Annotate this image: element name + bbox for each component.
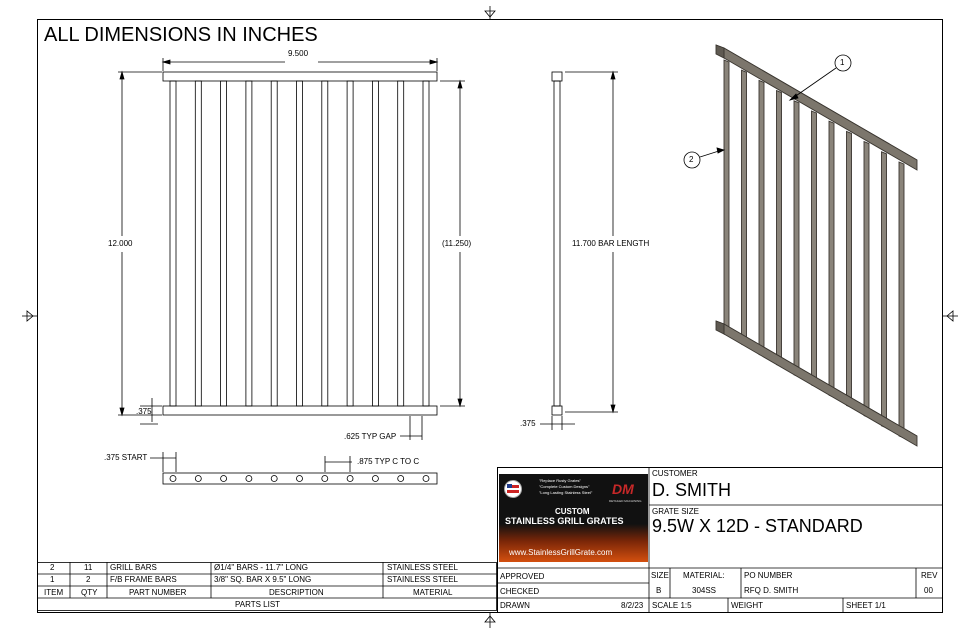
- material-label: MATERIAL:: [683, 571, 725, 580]
- company-logo: [499, 474, 648, 562]
- header-part-number: PART NUMBER: [129, 588, 187, 597]
- logo-url: www.StainlessGrillGrate.com: [509, 548, 613, 557]
- logo-mark-sub: DETAILED MACHINING: [609, 499, 642, 503]
- us-flag-seal-icon: [504, 480, 522, 498]
- header-description: DESCRIPTION: [269, 588, 324, 597]
- row-qty: 11: [84, 563, 93, 572]
- dim-height: 12.000: [108, 239, 133, 248]
- row-material: STAINLESS STEEL: [387, 563, 458, 572]
- dim-bar-start: .375: [136, 407, 152, 416]
- customer-label: CUSTOMER: [652, 469, 698, 478]
- parts-list-title: PARTS LIST: [235, 600, 281, 609]
- dim-start: .375 START: [104, 453, 148, 462]
- row-part-number: GRILL BARS: [110, 563, 157, 572]
- drawn-label: DRAWN: [500, 601, 530, 610]
- parts-list: [37, 562, 497, 611]
- balloon-2-label: 2: [689, 155, 694, 164]
- material-value: 304SS: [692, 586, 717, 595]
- row-part-number: F/B FRAME BARS: [110, 575, 177, 584]
- logo-line1: CUSTOM: [555, 507, 590, 516]
- scale-value: SCALE 1:5: [652, 601, 692, 610]
- checked-label: CHECKED: [500, 587, 540, 596]
- po-value: RFQ D. SMITH: [744, 586, 799, 595]
- size-value: B: [656, 586, 662, 595]
- drawing-title: ALL DIMENSIONS IN INCHES: [44, 24, 318, 46]
- dim-width: 9.500: [288, 49, 309, 58]
- dim-bar-length: 11.700 BAR LENGTH: [572, 239, 650, 248]
- balloon-1-label: 1: [840, 58, 845, 67]
- logo-tagline-3: "Long Lasting Stainless Steel": [539, 490, 593, 495]
- row-description: Ø1/4" BARS - 11.7" LONG: [214, 563, 309, 572]
- row-item: 1: [50, 575, 55, 584]
- approved-label: APPROVED: [500, 572, 545, 581]
- weight-label: WEIGHT: [731, 601, 763, 610]
- logo-tagline-1: "Replace Rusty Grates": [539, 478, 581, 483]
- grate-size: 9.5W X 12D - STANDARD: [652, 516, 863, 536]
- logo-tagline-2: "Complete Custom Designs": [539, 484, 590, 489]
- row-material: STAINLESS STEEL: [387, 575, 458, 584]
- logo-line2: STAINLESS GRILL GRATES: [505, 516, 624, 526]
- drawn-date: 8/2/23: [621, 601, 644, 610]
- row-qty: 2: [86, 575, 91, 584]
- header-qty: QTY: [81, 588, 98, 597]
- row-item: 2: [50, 563, 55, 572]
- dim-side-thickness: .375: [520, 419, 536, 428]
- row-description: 3/8" SQ. BAR X 9.5" LONG: [214, 575, 312, 584]
- sheet-value: SHEET 1/1: [846, 601, 886, 610]
- grate-size-label: GRATE SIZE: [652, 507, 699, 516]
- rev-label: REV: [921, 571, 938, 580]
- header-item: ITEM: [44, 588, 64, 597]
- customer-name: D. SMITH: [652, 480, 731, 500]
- dim-gap: .625 TYP GAP: [344, 432, 397, 441]
- size-label: SIZE: [651, 571, 669, 580]
- dim-inner-height: (11.250): [442, 239, 472, 248]
- dim-c-to-c: .875 TYP C TO C: [357, 457, 420, 466]
- header-material: MATERIAL: [413, 588, 453, 597]
- logo-mark: DM: [612, 481, 634, 497]
- po-label: PO NUMBER: [744, 571, 793, 580]
- rev-value: 00: [924, 586, 933, 595]
